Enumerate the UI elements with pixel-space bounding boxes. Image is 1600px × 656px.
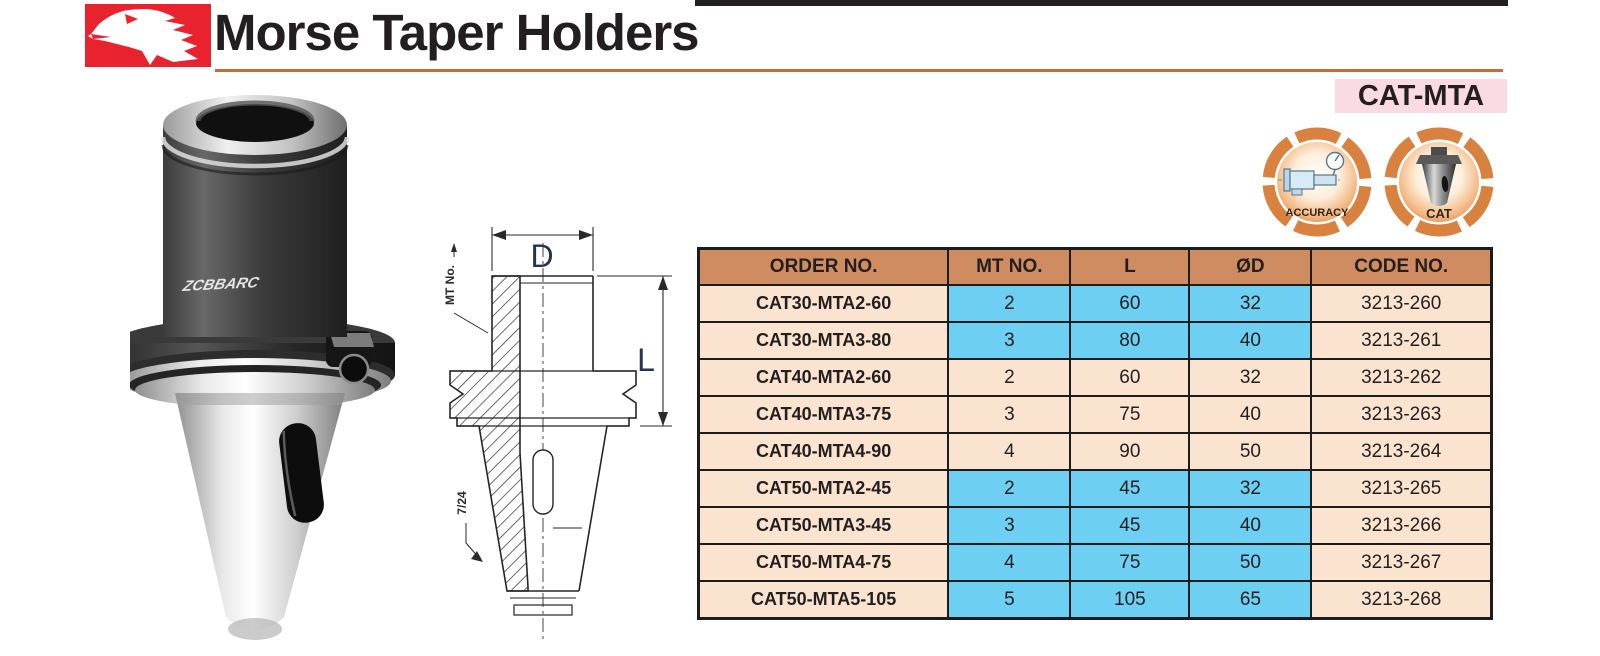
od-cell: 65 [1189, 581, 1311, 619]
cat-badge [1384, 127, 1494, 237]
od-cell: 50 [1189, 433, 1311, 470]
page-title: Morse Taper Holders [214, 4, 699, 61]
order-no-cell: CAT40-MTA3-75 [699, 396, 949, 433]
column-header: ØD [1189, 249, 1311, 286]
column-header: CODE NO. [1311, 249, 1491, 286]
code-no-cell: 3213-264 [1311, 433, 1491, 470]
taper-label: 7/24 [455, 491, 469, 515]
mt-no-cell: 3 [948, 507, 1070, 544]
table-row [699, 285, 1492, 322]
accuracy-badge-label: ACCURACY [1285, 207, 1349, 219]
l-cell: 75 [1070, 396, 1189, 433]
spec-table-container [697, 247, 1493, 620]
top-rule [695, 0, 1508, 6]
mt-no-label: MT No. [443, 265, 457, 305]
table-row [699, 507, 1492, 544]
order-no-cell: CAT30-MTA2-60 [699, 285, 949, 322]
l-cell: 105 [1070, 581, 1189, 619]
mt-no-cell: 3 [948, 322, 1070, 359]
mt-no-cell: 3 [948, 396, 1070, 433]
order-no-cell: CAT50-MTA4-75 [699, 544, 949, 581]
order-no-cell: CAT40-MTA2-60 [699, 359, 949, 396]
order-no-cell: CAT50-MTA5-105 [699, 581, 949, 619]
table-row [699, 470, 1492, 507]
series-label: CAT-MTA [1335, 79, 1507, 113]
od-cell: 32 [1189, 470, 1311, 507]
title-underline [215, 69, 1503, 72]
code-no-cell: 3213-268 [1311, 581, 1491, 619]
brand-mark: ZCBBARC [180, 274, 261, 295]
cat-badge-label: CAT [1426, 206, 1452, 221]
code-no-cell: 3213-266 [1311, 507, 1491, 544]
l-cell: 45 [1070, 470, 1189, 507]
mt-no-cell: 4 [948, 433, 1070, 470]
l-cell: 80 [1070, 322, 1189, 359]
table-row [699, 322, 1492, 359]
l-cell: 60 [1070, 285, 1189, 322]
l-cell: 60 [1070, 359, 1189, 396]
order-no-cell: CAT30-MTA3-80 [699, 322, 949, 359]
l-cell: 90 [1070, 433, 1189, 470]
table-row [699, 433, 1492, 470]
code-no-cell: 3213-262 [1311, 359, 1491, 396]
code-no-cell: 3213-261 [1311, 322, 1491, 359]
code-no-cell: 3213-263 [1311, 396, 1491, 433]
od-cell: 32 [1189, 359, 1311, 396]
spec-table-body [699, 285, 1492, 619]
od-cell: 40 [1189, 322, 1311, 359]
od-cell: 50 [1189, 544, 1311, 581]
mt-no-cell: 2 [948, 359, 1070, 396]
od-cell: 40 [1189, 396, 1311, 433]
mt-no-cell: 2 [948, 285, 1070, 322]
column-header: MT NO. [948, 249, 1070, 286]
code-no-cell: 3213-265 [1311, 470, 1491, 507]
mt-no-cell: 5 [948, 581, 1070, 619]
spec-table [697, 247, 1493, 620]
mt-no-cell: 2 [948, 470, 1070, 507]
taper-holder-photo-illustration [130, 95, 395, 640]
order-no-cell: CAT50-MTA2-45 [699, 470, 949, 507]
column-header: ORDER NO. [699, 249, 949, 286]
brand-logo [85, 4, 211, 67]
dimension-l-label: L [637, 342, 655, 378]
column-header: L [1070, 249, 1189, 286]
order-no-cell: CAT40-MTA4-90 [699, 433, 949, 470]
dimension-d-label: D [530, 238, 554, 274]
taper-callout [466, 523, 483, 562]
dimension-l [597, 276, 672, 426]
od-cell: 40 [1189, 507, 1311, 544]
eagle-icon [85, 4, 211, 67]
accuracy-badge [1262, 127, 1372, 237]
table-header-row [699, 249, 1492, 286]
order-no-cell: CAT50-MTA3-45 [699, 507, 949, 544]
l-cell: 45 [1070, 507, 1189, 544]
technical-drawing [430, 213, 690, 653]
od-cell: 32 [1189, 285, 1311, 322]
l-cell: 75 [1070, 544, 1189, 581]
table-row [699, 581, 1492, 619]
section-view-outline [450, 243, 636, 641]
product-photo [130, 85, 420, 645]
table-row [699, 544, 1492, 581]
table-row [699, 396, 1492, 433]
mt-no-cell: 4 [948, 544, 1070, 581]
code-no-cell: 3213-260 [1311, 285, 1491, 322]
code-no-cell: 3213-267 [1311, 544, 1491, 581]
table-row [699, 359, 1492, 396]
